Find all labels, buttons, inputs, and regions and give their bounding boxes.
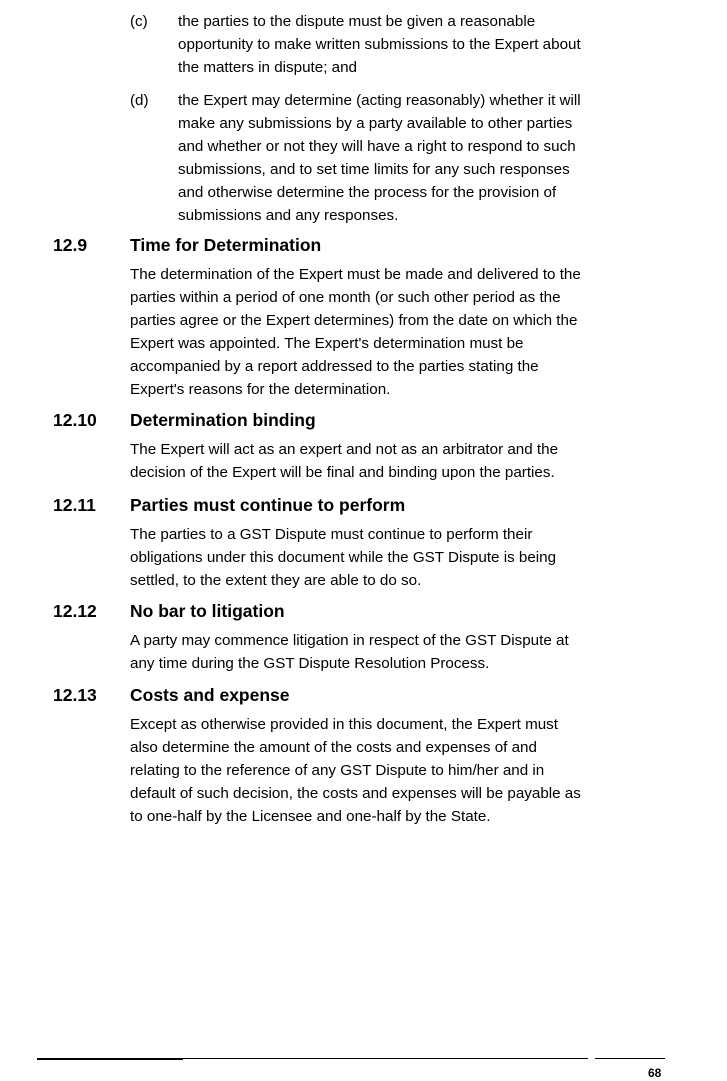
text-line: The parties to a GST Dispute must continue to perform their (130, 526, 533, 543)
section-heading: Costs and expense (130, 685, 290, 705)
text-line: Expert's reasons for the determination. (130, 381, 391, 398)
section-heading: Time for Determination (130, 235, 322, 255)
section-number: 12.10 (53, 410, 97, 430)
text-line: and otherwise determine the process for the provision of (178, 184, 557, 201)
section-body (130, 438, 558, 484)
section-heading: Parties must continue to perform (130, 495, 406, 515)
section-number: 12.12 (53, 601, 97, 621)
text-line: submissions and any responses. (178, 207, 399, 224)
text-line: accompanied by a report addressed to the parties stating the (130, 358, 539, 375)
text-line: submissions, and to set time limits for any such responses (178, 161, 570, 178)
text-line: the matters in dispute; and (178, 59, 357, 76)
text-line: to one-half by the Licensee and one-half by the State. (130, 808, 491, 825)
footer-rule-thick (37, 1058, 183, 1060)
footer-rule-right (595, 1058, 665, 1059)
section-number: 12.13 (53, 685, 97, 705)
section-heading: No bar to litigation (130, 601, 285, 621)
text-line: any time during the GST Dispute Resolution Process. (130, 655, 490, 672)
section-body (130, 713, 581, 828)
text-line: the Expert may determine (acting reasonably) whether it will (178, 92, 581, 109)
text-line: The determination of the Expert must be made and delivered to the (130, 266, 581, 283)
text-line: parties within a period of one month (or such other period as the (130, 289, 561, 306)
section-body (130, 263, 581, 401)
text-line: opportunity to make written submissions to the Expert about (178, 36, 581, 53)
text-line: parties agree or the Expert determines) from the date on which the (130, 312, 578, 329)
list-item-text (178, 89, 581, 227)
text-line: Expert was appointed. The Expert's determination must be (130, 335, 524, 352)
text-line: settled, to the extent they are able to do so. (130, 572, 422, 589)
list-item-label: (d) (130, 92, 149, 109)
section-body (130, 523, 556, 592)
list-item-text (178, 10, 581, 79)
text-line: relating to the reference of any GST Dispute to him/her and in (130, 762, 545, 779)
section-number: 12.9 (53, 235, 88, 255)
text-line: obligations under this document while the GST Dispute is being (130, 549, 557, 566)
section-heading: Determination binding (130, 410, 316, 430)
text-line: and whether or not they will have a right to respond to such (178, 138, 576, 155)
section-number: 12.11 (53, 495, 96, 515)
page-number: 68 (648, 1066, 662, 1080)
text-line: The Expert will act as an expert and not as an arbitrator and the (130, 441, 559, 458)
text-line: make any submissions by a party available to other parties (178, 115, 573, 132)
text-line: default of such decision, the costs and expenses will be payable as (130, 785, 581, 802)
text-line: decision of the Expert will be final and binding upon the parties. (130, 464, 555, 481)
list-item-label: (c) (130, 13, 148, 30)
text-line: the parties to the dispute must be given a reasonable (178, 13, 536, 30)
footer-rule (183, 1058, 588, 1059)
text-line: Except as otherwise provided in this document, the Expert must (130, 716, 558, 733)
text-line: also determine the amount of the costs and expenses of and (130, 739, 537, 756)
section-body (130, 629, 569, 675)
text-line: A party may commence litigation in respect of the GST Dispute at (130, 632, 569, 649)
